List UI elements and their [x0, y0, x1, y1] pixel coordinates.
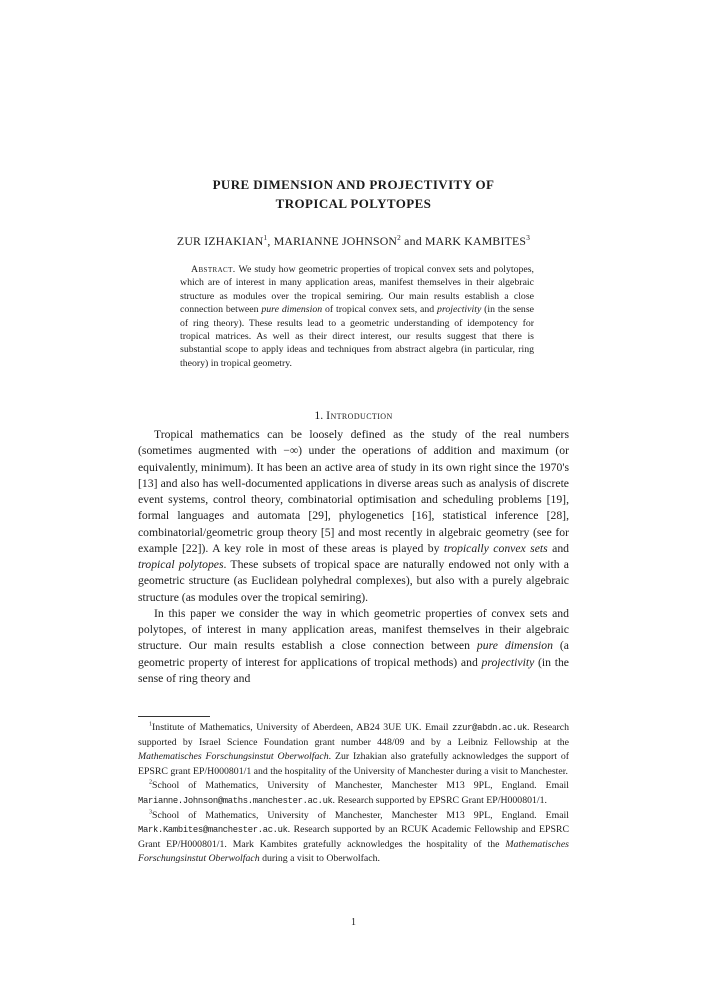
- footnote-3: $^3$School of Mathematics, University of Manchester, Manchester M13 9PL, England. Email Mark.Kambites@manchester.ac.uk. Research supported by an RCUK Academic Fellowship and EPSRC Grant EP/H000801/1. Mark Kambites gratefully acknowledges the hospitality of the Mathematisches Forschungsinstut Oberwolfach during a visit to Oberwolfach.: [138, 809, 569, 865]
- abstract-block: [180, 263, 534, 370]
- footnote-1: $^1$Institute of Mathematics, University of Aberdeen, AB24 3UE UK. Email zzur@abdn.ac.uk. Research supported by Israel Science Foundation grant number 448/09 and by a Leibniz Fellowship at the Mathematisches Forschungsinstut Oberwolfach. Zur Izhakian also gratefully acknowledges the support of EPSRC grant EP/H000801/1 and the hospitality of the University of Manchester during a visit to Manchester.: [138, 721, 569, 777]
- body-text: [138, 427, 569, 687]
- footnote-rule: [138, 716, 210, 717]
- paragraph-2: In this paper we consider the way in which geometric properties of convex sets and polytopes, of interest in many application areas, manifest themselves in their algebraic structure. Our main results establish a close connection between pure dimension (a geometric property of interest for applications of tropical methods) and projectivity (in the sense of ring theory and: [138, 606, 569, 685]
- authors-line: ZUR IZHAKIAN$^1$, MARIANNE JOHNSON$^2$ and MARK KAMBITES$^3$: [176, 233, 531, 248]
- abstract-text: We study how geometric properties of tropical convex sets and polytopes, which are of interest in many application areas, manifest themselves in their algebraic structure as modules over the tropical semiring. Our main results establish a close connection between pure dimension of tropical convex sets, and projectivity (in the sense of ring theory). These results lead to a geometric understanding of idempotency for tropical matrices. As well as their direct interest, our results suggest that there is substantial scope to apply ideas and techniques from abstract algebra (in particular, ring theory) in tropical geometry.: [180, 264, 534, 369]
- page-number: 1: [351, 917, 356, 928]
- section-heading: [138, 408, 569, 423]
- abstract-label: Abstract.: [191, 264, 236, 275]
- footnotes-block: [138, 721, 569, 867]
- paper-title: [138, 175, 569, 213]
- paper-title-line-2: TROPICAL POLYTOPES: [275, 196, 432, 211]
- paragraph-1: Tropical mathematics can be loosely defined as the study of the real numbers (sometimes augmented with −∞) under the operations of addition and maximum (or equivalently, minimum). It has been an active area of study in its own right since the 1970's [13] and also has well-documented applications in diverse areas such as analysis of discrete event systems, control theory, combinatorial optimisation and scheduling problems [19], formal languages and automata [29], phylogenetics [16], statistical inference [28], combinatorial/geometric group theory [5] and most recently in algebraic geometry (see for example [22]). A key role in most of these areas is played by tropically convex sets and tropical polytopes. These subsets of tropical space are naturally endowed not only with a geometric structure (as Euclidean polyhedral complexes), but also with a purely algebraic structure (as modules over the tropical semiring).: [138, 428, 570, 604]
- section-number: 1.: [314, 408, 324, 422]
- footnote-2: $^2$School of Mathematics, University of Manchester, Manchester M13 9PL, England. Email Marianne.Johnson@maths.manchester.ac.uk. Research supported by EPSRC Grant EP/H000801/1.: [138, 780, 569, 806]
- section-title: Introduction: [326, 408, 393, 422]
- paper-title-line-1: PURE DIMENSION AND PROJECTIVITY OF: [212, 177, 495, 192]
